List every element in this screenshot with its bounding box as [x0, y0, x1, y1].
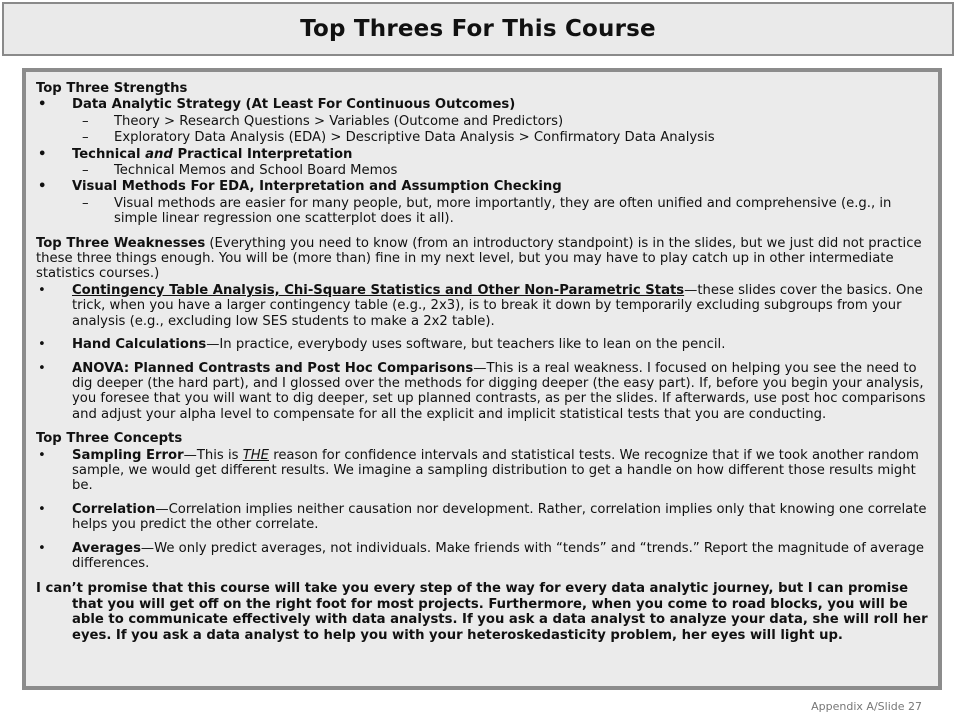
strength-1-sub-2: – Exploratory Data Analysis (EDA) > Descriptive Data Analysis > Confirmatory Data Analysis: [36, 130, 928, 145]
weakness-2-bold: Hand Calculations: [72, 337, 207, 353]
weakness-3-bold: ANOVA: Planned Contrasts and Post Hoc Comparisons: [72, 360, 474, 376]
concept-1-emphasis: THE: [242, 447, 269, 463]
strength-1-sub-1: – Theory > Research Questions > Variables (Outcome and Predictors): [36, 114, 928, 129]
weakness-3-text: —This is a real weakness. I focused on helping you see the need to dig deeper (the hard part), and I glossed over the methods for digging deeper (the easy part). If, before you begin your analysis, you foresee that you will want to dig deeper, set up planned contrasts, as per the slides. If afterwards, use post hoc comparisons and adjust your alpha level to compensate for all the explicit and implicit statistical tests that you are conducting.: [72, 360, 926, 422]
strength-2-part-c: Practical Interpretation: [172, 146, 353, 162]
strength-2-sub-1: – Technical Memos and School Board Memos: [36, 163, 928, 178]
weakness-bullet-2: [36, 337, 928, 352]
strength-3-sub-1: – Visual methods are easier for many people, but, more importantly, they are often unified and comprehensive (e.g., in simple linear regression one scatterplot does it all).: [36, 196, 928, 227]
weakness-bullet-3: [36, 361, 928, 423]
weakness-bullet-1: [36, 283, 928, 329]
concept-bullet-3: [36, 541, 928, 572]
weakness-1-text: —these slides cover the basics. One trick, when you have a larger contingency table (e.g., 2x3), is to break it down by temporarily excluding subgroups from your analysis (e.g., excluding low SES students to make a 2x2 table).: [72, 282, 923, 329]
closing-paragraph: I can’t promise that this course will take you every step of the way for every data analytic journey, but I can promise that you will get off on the right foot for most projects. Furthermore, when you come to road blocks, you will be able to communicate effectively with data analysts. If you ask a data analyst to analyze your data, she will roll her eyes. If you ask a data analyst to help you with your heteroskedasticity problem, her eyes will light up.: [36, 581, 928, 643]
strength-bullet-3: • Visual Methods For EDA, Interpretation and Assumption Checking: [36, 179, 928, 194]
strength-bullet-2: [36, 147, 928, 162]
concept-1-text-a: —This is: [183, 447, 243, 463]
concept-2-text: —Correlation implies neither causation nor development. Rather, correlation implies only that knowing one correlate helps you predict the other correlate.: [72, 501, 927, 533]
strength-2-italic: and: [145, 146, 173, 162]
weaknesses-intro-text: (Everything you need to know (from an introductory standpoint) is in the slides, but we just did not practice these three things enough. You will be (more than) fine in my next level, but you may have to play catch up in other intermediate statistics courses.): [36, 235, 922, 282]
slide-content: [22, 68, 942, 690]
weakness-2-text: —In practice, everybody uses software, but teachers like to lean on the pencil.: [206, 337, 726, 353]
strengths-heading: Top Three Strengths: [36, 81, 188, 96]
concept-1-bold: Sampling Error: [72, 447, 184, 463]
slide-footer: Appendix A/Slide 27: [811, 700, 922, 713]
concept-1-text-b: reason for confidence intervals and statistical tests. We recognize that if we took another random sample, we would get different results. We imagine a sampling distribution to get a handle on how different those results might be.: [72, 447, 919, 494]
slide-title-bar: [2, 2, 954, 56]
strength-2-part-a: Technical: [72, 146, 146, 162]
concept-3-bold: Averages: [72, 540, 141, 556]
concepts-heading: Top Three Concepts: [36, 431, 183, 447]
concept-bullet-1: [36, 448, 928, 494]
weaknesses-heading: Top Three Weaknesses: [36, 235, 206, 251]
strength-bullet-1: • Data Analytic Strategy (At Least For Continuous Outcomes): [36, 97, 928, 112]
weaknesses-intro: [36, 236, 928, 282]
weakness-1-bold: Contingency Table Analysis, Chi-Square Statistics and Other Non-Parametric Stats: [72, 282, 685, 298]
slide-title: Top Threes For This Course: [300, 16, 656, 42]
concept-bullet-2: [36, 502, 928, 533]
concept-3-text: —We only predict averages, not individuals. Make friends with “tends” and “trends.” Report the magnitude of average differences.: [72, 540, 925, 571]
concept-2-bold: Correlation: [72, 501, 156, 517]
